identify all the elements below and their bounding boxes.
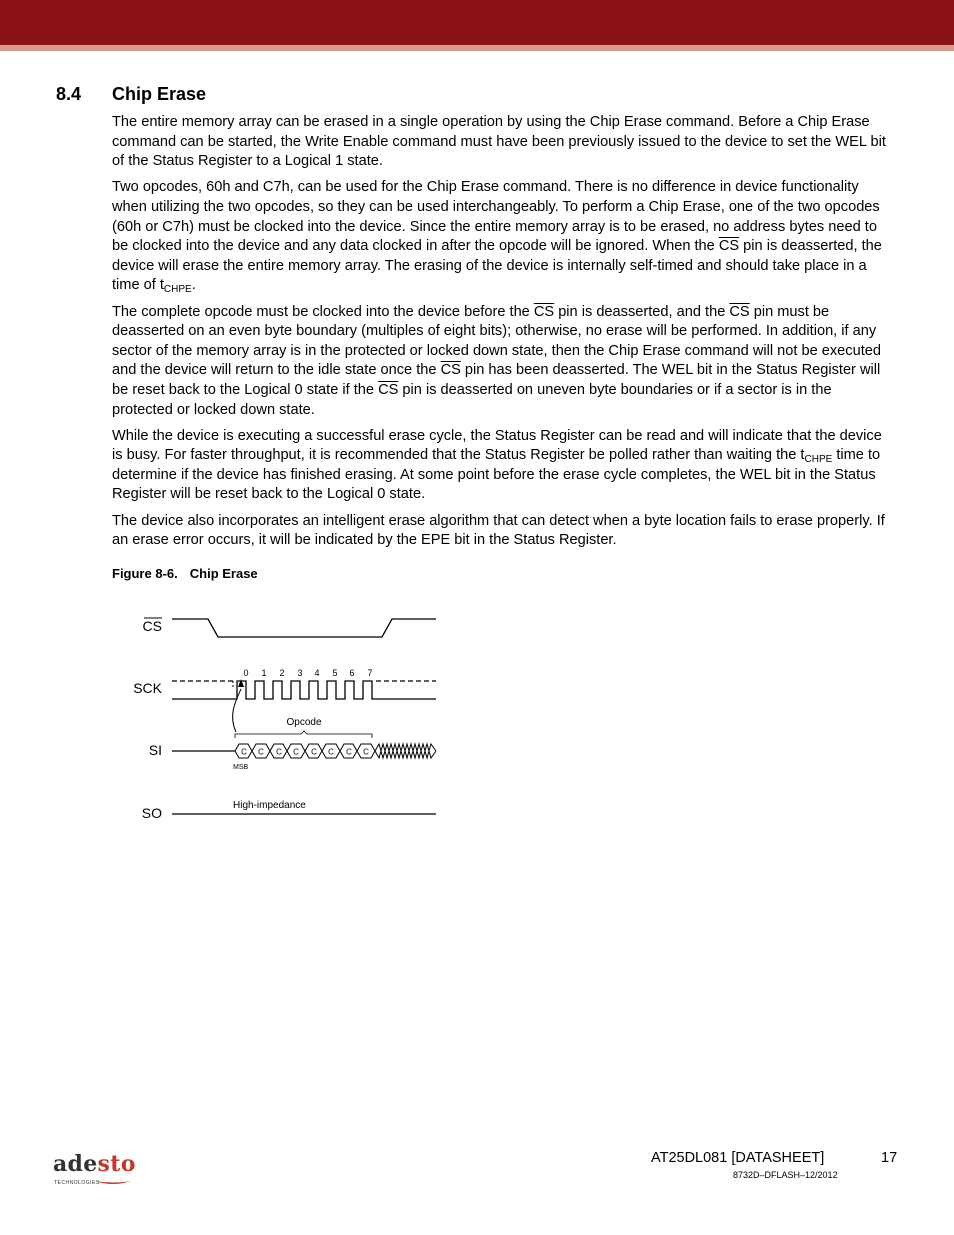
sck-waveform — [172, 681, 376, 699]
header-accent-line — [0, 45, 954, 51]
figure-title: Chip Erase — [189, 566, 258, 581]
opcode-label: Opcode — [286, 717, 322, 728]
section-title: Chip Erase — [112, 84, 207, 104]
logo-text-main: ade — [53, 1151, 98, 1177]
edge-arrow-head — [238, 679, 244, 687]
footer-document-code: 8732D–DFLASH–12/2012 — [733, 1170, 838, 1180]
paragraph-3-text-d: pin has been deasserted. The WEL bit in the Status Register will be reset back to the Logical 0 state if the — [112, 362, 881, 398]
paragraph-3-text-a: The complete opcode must be clocked into the device before the — [112, 303, 534, 320]
timing-diagram — [120, 605, 450, 830]
si-bit-label: C — [276, 747, 282, 757]
cs-signal-text: $\overline{CS}$ — [440, 362, 461, 379]
logo-subtitle: TECHNOLOGIES — [54, 1180, 100, 1186]
paragraph-4-text-a: While the device is executing a successful erase cycle, the Status Register can be read and will indicate that the device is busy. For faster throughput, it is recommended that the Status Register be polled rather than waiting the t — [112, 427, 882, 464]
si-bit-label: C — [293, 747, 299, 757]
paragraph-5 — [112, 512, 895, 551]
figure-label: Figure 8-6. — [112, 566, 178, 581]
si-dont-care — [375, 744, 436, 758]
clock-number: 5 — [332, 668, 338, 678]
cs-signal-label: CS — [142, 618, 162, 634]
opcode-brace — [235, 731, 372, 738]
paragraph-3 — [112, 303, 895, 421]
paragraph-1 — [112, 113, 895, 172]
paragraph-1-text: The entire memory array can be erased in a single operation by using the Chip Erase command. Before a Chip Erase command can be started, the Write Enable command must have been previously issued to the device to set the WEL bit of the Status Register to a Logical 1 state. — [112, 114, 886, 170]
adesto-logo — [53, 1151, 136, 1187]
paragraph-3-text-c: pin must be deasserted on an even byte boundary (multiples of eight bits); otherwise, no erase will be performed. In addition, if any sector of the memory array is in the protected or locked down state, then the Chip Erase command will not be executed and the device will return to the idle state once the — [112, 303, 881, 379]
paragraph-3-text-e: pin is deasserted on uneven byte boundaries or if a sector is in the protected or locked down state. — [112, 381, 832, 418]
paragraph-4-text-b: time to determine if the device has finished erasing. At some point before the erase cycle completes, the WEL bit in the Status Register will be reset back to the Logical 0 state. — [112, 447, 881, 503]
clock-number: 7 — [367, 668, 373, 678]
clock-number: 4 — [314, 668, 320, 678]
si-bit-label: C — [363, 747, 369, 757]
section-number: 8.4 — [56, 84, 82, 104]
so-signal-label: SO — [141, 805, 162, 821]
cs-signal-text: $\overline{CS}$ — [729, 303, 750, 320]
si-bit-label: C — [346, 747, 352, 757]
paragraph-2 — [112, 178, 895, 296]
clock-number: 0 — [243, 668, 249, 678]
paragraph-4 — [112, 427, 895, 505]
paragraph-3-text-b: pin is deasserted, and the — [554, 303, 730, 320]
si-signal-label: SI — [148, 742, 162, 758]
si-bit-label: C — [328, 747, 334, 757]
sck-signal-label: SCK — [133, 680, 162, 696]
footer-document-title: AT25DL081 [DATASHEET] — [651, 1150, 825, 1166]
cs-signal-text: $\overline{CS}$ — [378, 381, 399, 398]
figure-caption — [112, 566, 258, 581]
body-text — [112, 113, 895, 557]
footer-page-number: 17 — [881, 1150, 898, 1166]
logo-swoosh-icon — [93, 1177, 133, 1187]
logo-text-accent: sto — [97, 1151, 136, 1177]
tchpe-subscript: CHPE — [163, 284, 192, 296]
cs-waveform — [172, 619, 436, 637]
paragraph-2-text-a: Two opcodes, 60h and C7h, can be used for the Chip Erase command. There is no difference in device functionality when utilizing the two opcodes, so they can be used interchangeably. To perform a Chip Erase, one of the two opcodes (60h or C7h) must be clocked into the device. Since the entire memory array is to be erased, no address bytes need to be clocked into the device and any data clocked in after the opcode will be ignored. When the — [112, 179, 880, 255]
paragraph-2-text-b: pin is deasserted, the device will erase the entire memory array. The erasing of the device is internally self-timed and should take place in a time of t — [112, 238, 882, 294]
paragraph-5-text: The device also incorporates an intelligent erase algorithm that can detect when a byte location fails to erase properly. If an erase error occurs, it will be indicated by the EPE bit in the Status Register. — [112, 512, 885, 549]
si-bit-label: C — [311, 747, 317, 757]
msb-label: MSB — [233, 764, 249, 771]
clock-number: 1 — [261, 668, 267, 678]
clock-number: 6 — [349, 668, 355, 678]
si-bit-label: C — [258, 747, 264, 757]
cs-signal-text: $\overline{CS}$ — [718, 238, 740, 255]
header-bar — [0, 0, 954, 45]
paragraph-2-text-c: . — [191, 277, 196, 294]
hi-z-label: High-impedance — [233, 800, 306, 811]
tchpe-subscript: CHPE — [804, 454, 833, 466]
clock-number: 2 — [279, 668, 285, 678]
cs-signal-text: $\overline{CS}$ — [533, 303, 555, 320]
clock-number: 3 — [297, 668, 303, 678]
si-bit-label: C — [241, 747, 247, 757]
